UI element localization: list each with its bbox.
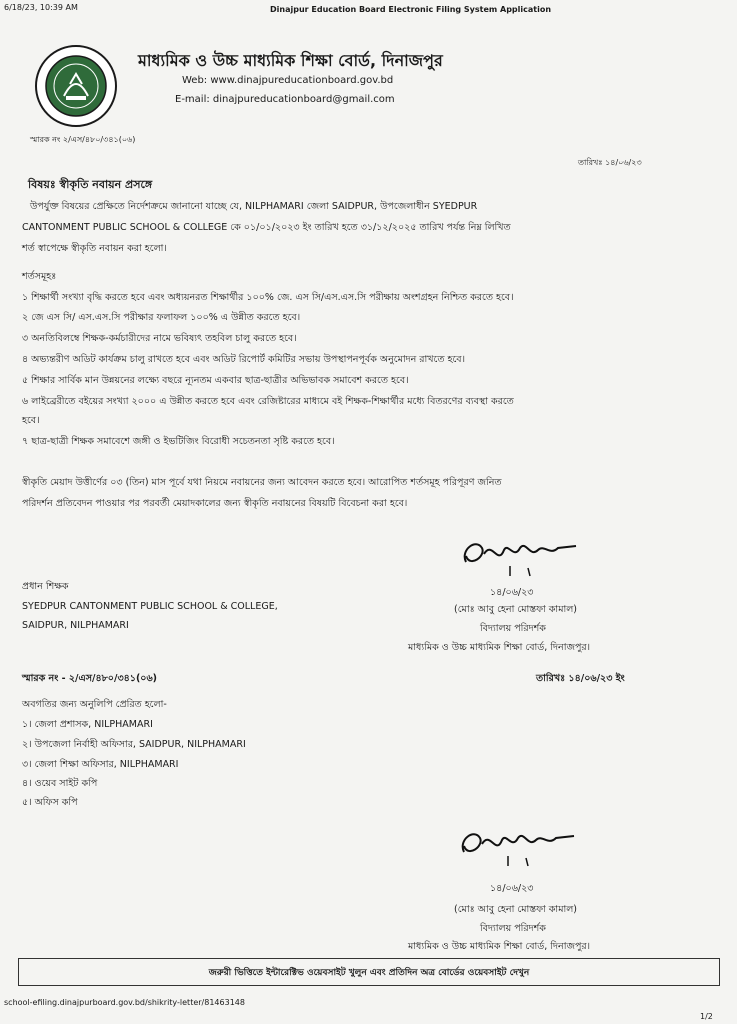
condition-item-cont: হবে। xyxy=(22,415,40,426)
signatory1-office: মাধ্যমিক ও উচ্চ মাধ্যমিক শিক্ষা বোর্ড, দিনাজপুর। xyxy=(408,642,591,653)
recipient-title: প্রধান শিক্ষক xyxy=(22,581,69,592)
signatory1-designation: বিদ্যালয় পরিদর্শক xyxy=(480,623,546,634)
memo2-date: তারিখঃ ১৪/০৬/২৩ ইং xyxy=(536,673,625,684)
copy-item: ২। উপজেলা নির্বাহী অফিসার, SAIDPUR, NILPHAMARI xyxy=(22,739,246,750)
org-email: E-mail: dinajpureducationboard@gmail.com xyxy=(175,94,395,105)
org-web: Web: www.dinajpureducationboard.gov.bd xyxy=(182,75,394,86)
intro-line-2: CANTONMENT PUBLIC SCHOOL & COLLEGE কে ০১/০১/২০২৩ ইং তারিখ হতে ৩১/১২/২০২৫ তারিখ পর্যন্ত নিম্ন লিখিত xyxy=(22,222,511,233)
closing-line-2: পরিদর্শন প্রতিবেদন পাওয়ার পর পরবর্তী মেয়াদকালের জন্য স্বীকৃতি নবায়নের বিষয়টি বিবেচনা করা হবে। xyxy=(22,498,408,509)
signature-icon xyxy=(456,822,586,870)
footer-notice xyxy=(18,958,720,986)
condition-item: ৫ শিক্ষার সার্বিক মান উন্নয়নের লক্ষ্যে বছরে ন্যূনতম একবার ছাত্র-ছাত্রীর অভিভাবক সমাবেশ করতে হবে। xyxy=(22,375,409,386)
intro-line-3: শর্ত স্বাপেক্ষে স্বীকৃতি নবায়ন করা হলো। xyxy=(22,243,167,254)
copy-item: ১। জেলা প্রশাসক, NILPHAMARI xyxy=(22,719,153,730)
recipient-school: SYEDPUR CANTONMENT PUBLIC SCHOOL & COLLEGE, xyxy=(22,601,278,612)
signature-icon xyxy=(458,532,588,580)
condition-item: ৪ অভ্যন্তরীণ অডিট কার্যক্রম চালু রাখতে হবে এবং অডিট রিপোর্ট কমিটির সভায় উপস্থাপনপূর্বক অনুমোদন রাখতে হবে। xyxy=(22,354,465,365)
signatory2-office: মাধ্যমিক ও উচ্চ মাধ্যমিক শিক্ষা বোর্ড, দিনাজপুর। xyxy=(408,941,591,952)
copy-item: ৫। অফিস কপি xyxy=(22,797,78,808)
footer-notice-text: জরুরী ভিত্তিতে ইন্টারেক্টিভ ওয়েবসাইট খুলুন এবং প্রতিদিন অত্র বোর্ডের ওয়েবসাইট দেখুন xyxy=(208,967,530,978)
subject: বিষয়ঃ স্বীকৃতি নবায়ন প্রসঙ্গে xyxy=(28,178,153,191)
condition-item: ১ শিক্ষার্থী সংখ্যা বৃদ্ধি করতে হবে এবং অধ্যয়নরত শিক্ষার্থীর ১০০% জে. এস সি/এস.এস.সি পরীক্ষায় অংশগ্রহন নিশ্চিত করতে হবে। xyxy=(22,292,514,303)
signatory2-name: (মোঃ আবু হেনা মোস্তফা কামাল) xyxy=(454,904,578,915)
condition-item: ৬ লাইব্রেরীতে বইয়ের সংখ্যা ২০০০ এ উন্নীত করতে হবে এবং রেজিষ্টারের মাধ্যমে বই শিক্ষক-শিক্ষার্থীর মধ্যে বিতরণের ব্যবস্থা করতে xyxy=(22,396,514,407)
memo-ref: স্মারক নং ২/এস/৪৮০/৩৪১(০৬) xyxy=(30,135,136,144)
recipient-address: SAIDPUR, NILPHAMARI xyxy=(22,620,129,631)
signatory2-designation: বিদ্যালয় পরিদর্শক xyxy=(480,923,546,934)
org-name: মাধ্যমিক ও উচ্চ মাধ্যমিক শিক্ষা বোর্ড, দিনাজপুর xyxy=(138,51,443,70)
signatory1-name: (মোঃ আবু হেনা মোস্তফা কামাল) xyxy=(454,604,578,615)
copy-item: ৩। জেলা শিক্ষা অফিসার, NILPHAMARI xyxy=(22,759,179,770)
conditions-heading: শর্তসমূহঃ xyxy=(22,271,57,282)
closing-line-1: স্বীকৃতি মেয়াদ উত্তীর্ণের ০৩ (তিন) মাস পূর্বে যথা নিয়মে নবায়নের জন্য আবেদন করতে হবে। আরোপিত শর্তসমূহ পরিপূরণ জনিত xyxy=(22,477,502,488)
print-page: 1/2 xyxy=(700,1012,713,1021)
copy-item: ৪। ওয়েব সাইট কপি xyxy=(22,778,98,789)
copies-heading: অবগতির জন্য অনুলিপি প্রেরিত হলো- xyxy=(22,699,167,710)
print-title: Dinajpur Education Board Electronic Filing System Application xyxy=(270,5,552,14)
signatory2-date: ১৪/০৬/২৩ xyxy=(490,883,534,894)
condition-item: ৭ ছাত্র-ছাত্রী শিক্ষক সমাবেশে জঙ্গী ও ইভটিজিং বিরোধী সচেতনতা সৃষ্টি করতে হবে। xyxy=(22,436,335,447)
print-datetime: 6/18/23, 10:39 AM xyxy=(4,3,78,12)
print-url: school-efiling.dinajpurboard.gov.bd/shikrity-letter/81463148 xyxy=(4,998,245,1007)
condition-item: ২ জে এস সি/ এস.এস.সি পরীক্ষার ফলাফল ১০০% এ উন্নীত করতে হবে। xyxy=(22,312,301,323)
memo2-ref: স্মারক নং - ২/এস/৪৮০/৩৪১(০৬) xyxy=(22,673,157,684)
board-seal-icon xyxy=(34,44,118,128)
memo-date: তারিখঃ ১৪/০৬/২৩ xyxy=(578,158,642,167)
signatory1-date: ১৪/০৬/২৩ xyxy=(490,587,534,598)
condition-item: ৩ অনতিবিলম্বে শিক্ষক-কর্মচারীদের নামে ভবিষ্যৎ তহবিল চালু করতে হবে। xyxy=(22,333,297,344)
intro-line-1: উপর্যুক্ত বিষয়ের প্রেক্ষিতে নির্দেশক্রমে জানানো যাচ্ছে যে, NILPHAMARI জেলা SAIDPUR, উপজেলাধীন SYEDPUR xyxy=(30,201,478,212)
